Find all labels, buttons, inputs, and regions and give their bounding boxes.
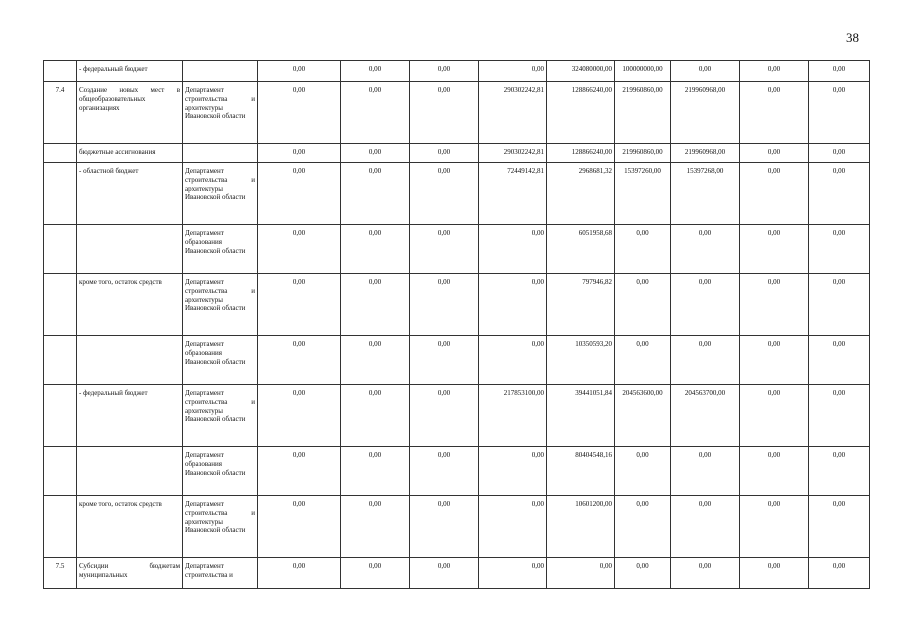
value-cell: 6051958,68 bbox=[547, 225, 615, 274]
row-number-cell bbox=[44, 496, 77, 558]
value-cell: 0,00 bbox=[740, 336, 809, 385]
item-name-cell bbox=[77, 447, 183, 496]
table-row bbox=[44, 144, 870, 163]
value-cell: 0,00 bbox=[341, 144, 410, 163]
table-row bbox=[44, 82, 870, 144]
value-cell: 0,00 bbox=[809, 82, 870, 144]
value-cell: 324080000,00 bbox=[547, 61, 615, 82]
value-cell: 0,00 bbox=[740, 274, 809, 336]
item-name-cell: - федеральный бюджет bbox=[77, 385, 183, 447]
value-cell: 0,00 bbox=[258, 144, 341, 163]
value-cell: 0,00 bbox=[740, 163, 809, 225]
value-cell: 0,00 bbox=[809, 225, 870, 274]
value-cell: 0,00 bbox=[671, 274, 740, 336]
table-row bbox=[44, 274, 870, 336]
value-cell: 0,00 bbox=[258, 274, 341, 336]
value-cell: 0,00 bbox=[410, 144, 479, 163]
value-cell: 0,00 bbox=[479, 336, 547, 385]
item-name-cell: - областной бюджет bbox=[77, 163, 183, 225]
value-cell: 0,00 bbox=[410, 225, 479, 274]
value-cell: 0,00 bbox=[341, 82, 410, 144]
value-cell: 0,00 bbox=[258, 163, 341, 225]
value-cell: 0,00 bbox=[809, 447, 870, 496]
value-cell: 0,00 bbox=[809, 558, 870, 589]
value-cell: 217853100,00 bbox=[479, 385, 547, 447]
value-cell: 80404548,16 bbox=[547, 447, 615, 496]
row-number-cell: 7.5 bbox=[44, 558, 77, 589]
item-name-cell bbox=[77, 336, 183, 385]
value-cell: 0,00 bbox=[671, 225, 740, 274]
department-cell: Департамент строительства и архитектуры Ивановской области bbox=[183, 385, 258, 447]
value-cell: 0,00 bbox=[479, 225, 547, 274]
value-cell: 0,00 bbox=[740, 61, 809, 82]
value-cell: 0,00 bbox=[410, 163, 479, 225]
value-cell: 0,00 bbox=[671, 558, 740, 589]
value-cell: 0,00 bbox=[341, 496, 410, 558]
department-cell: Департамент строительства и bbox=[183, 558, 258, 589]
value-cell: 0,00 bbox=[809, 144, 870, 163]
value-cell: 0,00 bbox=[258, 225, 341, 274]
value-cell: 128866240,00 bbox=[547, 144, 615, 163]
table-row bbox=[44, 447, 870, 496]
value-cell: 0,00 bbox=[671, 61, 740, 82]
department-cell bbox=[183, 61, 258, 82]
value-cell: 100000000,00 bbox=[615, 61, 671, 82]
item-name-cell: бюджетные ассигнования bbox=[77, 144, 183, 163]
value-cell: 0,00 bbox=[410, 558, 479, 589]
value-cell: 0,00 bbox=[410, 447, 479, 496]
item-name-cell: - федеральный бюджет bbox=[77, 61, 183, 82]
value-cell: 204563700,00 bbox=[671, 385, 740, 447]
value-cell: 0,00 bbox=[809, 163, 870, 225]
value-cell: 0,00 bbox=[547, 558, 615, 589]
value-cell: 0,00 bbox=[258, 82, 341, 144]
department-cell: Департамент строительства и архитектуры Ивановской области bbox=[183, 496, 258, 558]
value-cell: 0,00 bbox=[258, 61, 341, 82]
value-cell: 0,00 bbox=[615, 447, 671, 496]
value-cell: 0,00 bbox=[410, 61, 479, 82]
value-cell: 0,00 bbox=[410, 496, 479, 558]
row-number-cell: 7.4 bbox=[44, 82, 77, 144]
value-cell: 219960968,00 bbox=[671, 144, 740, 163]
value-cell: 0,00 bbox=[809, 61, 870, 82]
table-row bbox=[44, 558, 870, 589]
value-cell: 0,00 bbox=[410, 82, 479, 144]
value-cell: 0,00 bbox=[258, 496, 341, 558]
department-cell: Департамент строительства и архитектуры Ивановской области bbox=[183, 274, 258, 336]
value-cell: 0,00 bbox=[740, 225, 809, 274]
value-cell: 0,00 bbox=[615, 558, 671, 589]
value-cell: 0,00 bbox=[615, 274, 671, 336]
department-cell bbox=[183, 144, 258, 163]
value-cell: 0,00 bbox=[479, 558, 547, 589]
value-cell: 0,00 bbox=[740, 496, 809, 558]
value-cell: 219960968,00 bbox=[671, 82, 740, 144]
item-name-cell bbox=[77, 225, 183, 274]
value-cell: 0,00 bbox=[740, 82, 809, 144]
value-cell: 0,00 bbox=[410, 274, 479, 336]
value-cell: 0,00 bbox=[341, 336, 410, 385]
value-cell: 0,00 bbox=[671, 336, 740, 385]
value-cell: 290302242,81 bbox=[479, 82, 547, 144]
table-row bbox=[44, 336, 870, 385]
value-cell: 15397260,00 bbox=[615, 163, 671, 225]
value-cell: 0,00 bbox=[615, 496, 671, 558]
value-cell: 2968681,32 bbox=[547, 163, 615, 225]
value-cell: 0,00 bbox=[341, 225, 410, 274]
value-cell: 0,00 bbox=[341, 274, 410, 336]
row-number-cell bbox=[44, 336, 77, 385]
value-cell: 219960860,00 bbox=[615, 82, 671, 144]
value-cell: 0,00 bbox=[479, 274, 547, 336]
department-cell: Департамент строительства и архитектуры Ивановской области bbox=[183, 82, 258, 144]
value-cell: 0,00 bbox=[410, 336, 479, 385]
value-cell: 0,00 bbox=[809, 336, 870, 385]
value-cell: 0,00 bbox=[809, 496, 870, 558]
budget-table bbox=[43, 60, 870, 589]
value-cell: 0,00 bbox=[740, 385, 809, 447]
value-cell: 128866240,00 bbox=[547, 82, 615, 144]
row-number-cell bbox=[44, 225, 77, 274]
value-cell: 0,00 bbox=[671, 447, 740, 496]
department-cell: Департамент образования Ивановской области bbox=[183, 447, 258, 496]
value-cell: 72449142,81 bbox=[479, 163, 547, 225]
value-cell: 0,00 bbox=[341, 163, 410, 225]
value-cell: 0,00 bbox=[671, 496, 740, 558]
item-name-cell: кроме того, остаток средств bbox=[77, 496, 183, 558]
value-cell: 0,00 bbox=[258, 447, 341, 496]
value-cell: 0,00 bbox=[341, 447, 410, 496]
value-cell: 0,00 bbox=[479, 61, 547, 82]
value-cell: 15397268,00 bbox=[671, 163, 740, 225]
table-row bbox=[44, 163, 870, 225]
table-row bbox=[44, 61, 870, 82]
value-cell: 0,00 bbox=[341, 558, 410, 589]
row-number-cell bbox=[44, 144, 77, 163]
value-cell: 0,00 bbox=[615, 225, 671, 274]
row-number-cell bbox=[44, 385, 77, 447]
row-number-cell bbox=[44, 447, 77, 496]
value-cell: 0,00 bbox=[615, 336, 671, 385]
table-row bbox=[44, 385, 870, 447]
value-cell: 797946,82 bbox=[547, 274, 615, 336]
value-cell: 219960860,00 bbox=[615, 144, 671, 163]
value-cell: 290302242,81 bbox=[479, 144, 547, 163]
table-row bbox=[44, 496, 870, 558]
value-cell: 10601200,00 bbox=[547, 496, 615, 558]
department-cell: Департамент строительства и архитектуры Ивановской области bbox=[183, 163, 258, 225]
row-number-cell bbox=[44, 61, 77, 82]
value-cell: 0,00 bbox=[479, 496, 547, 558]
row-number-cell bbox=[44, 163, 77, 225]
department-cell: Департамент образования Ивановской области bbox=[183, 225, 258, 274]
value-cell: 0,00 bbox=[410, 385, 479, 447]
value-cell: 0,00 bbox=[258, 385, 341, 447]
value-cell: 39441051,84 bbox=[547, 385, 615, 447]
value-cell: 0,00 bbox=[341, 61, 410, 82]
value-cell: 0,00 bbox=[258, 558, 341, 589]
item-name-cell: кроме того, остаток средств bbox=[77, 274, 183, 336]
value-cell: 0,00 bbox=[341, 385, 410, 447]
value-cell: 204563600,00 bbox=[615, 385, 671, 447]
value-cell: 0,00 bbox=[258, 336, 341, 385]
value-cell: 0,00 bbox=[740, 447, 809, 496]
table-row bbox=[44, 225, 870, 274]
value-cell: 0,00 bbox=[809, 274, 870, 336]
value-cell: 0,00 bbox=[740, 144, 809, 163]
value-cell: 0,00 bbox=[479, 447, 547, 496]
department-cell: Департамент образования Ивановской области bbox=[183, 336, 258, 385]
value-cell: 0,00 bbox=[740, 558, 809, 589]
item-name-cell: Создание новых мест в общеобразовательных организациях bbox=[77, 82, 183, 144]
value-cell: 10350593,20 bbox=[547, 336, 615, 385]
row-number-cell bbox=[44, 274, 77, 336]
value-cell: 0,00 bbox=[809, 385, 870, 447]
page-number: 38 bbox=[846, 30, 859, 45]
item-name-cell: Субсидии бюджетам муниципальных bbox=[77, 558, 183, 589]
